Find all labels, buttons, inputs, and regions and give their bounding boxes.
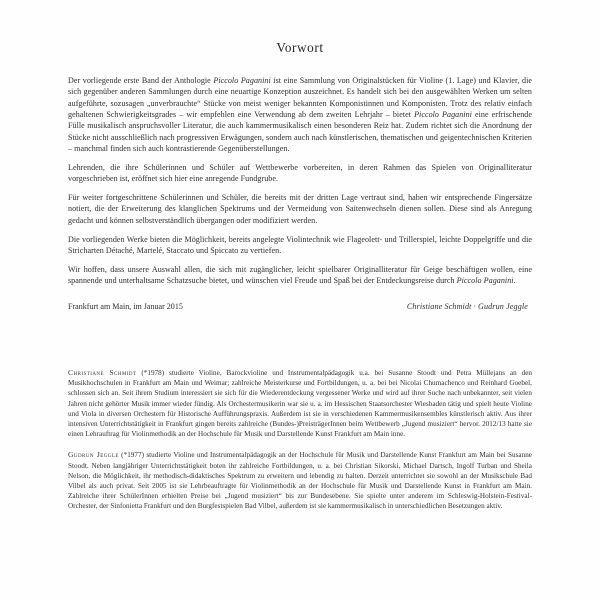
biography-entry — [68, 450, 532, 511]
paragraph — [68, 234, 532, 257]
preface-section — [68, 0, 532, 313]
signature-block — [68, 301, 532, 312]
signature-authors: Christiane Schmidt · Gudrun Jeggle — [406, 302, 528, 312]
text-run: eine erfrischende Fülle musikalisch anspruchsvoller Literatur, die auch kammermusikalisch einen besonderen Reiz hat. Zudem richtet sich die Anordnung der Stücke nicht ausschließlich nach progressiven Erwägungen, sondern auch nach künstlerischen, thematischen und geigentechnischen Kriterien – manchmal finden sich auch kontrastierende Gegenüberstellungen. — [68, 109, 532, 153]
preface-body — [68, 75, 532, 287]
biography-entry — [68, 368, 532, 439]
biography-name: Christiane Schmidt — [68, 368, 137, 377]
biography-name: Gudrun Jeggle — [68, 450, 119, 460]
text-run: Lehrenden, die ihre Schülerinnen und Schüler auf Wettbewerbe vorbereiten, in deren Rahmen das Spielen von Originalliteratur vorgeschrieben ist, eröffnet sich hier eine anregende Fundgrube. — [68, 162, 532, 184]
paragraph — [68, 264, 532, 287]
text-run: Für weiter fortgeschrittene Schülerinnen und Schüler, die bereits mit der dritten Lage vertraut sind, haben wir entsprechende Fingersätze notiert, die der Erweiterung des klanglichen Spektrums und der Vermeidung von Saitenwechseln dienen sollen. Diese sind als Anregung gedacht und können selbstverständlich übergangen oder modifiziert werden. — [68, 193, 532, 225]
page-title: Vorwort — [276, 40, 324, 55]
signature-place-date: Frankfurt am Main, im Januar 2015 — [68, 302, 183, 312]
text-run: . — [513, 276, 516, 286]
work-title: Piccolo Paganini — [213, 75, 271, 85]
text-run: ist eine Sammlung von Originalstücken für Violine (1. Lage) und Klavier, die sich gegenüber anderen Sammlungen durch eine neuartige Konzeption auszeichnet. Es handelt sich bei den ausgewählten Werken um selten aufgeführte, sozusagen „unverbrauchte“ Stücke von meist weniger bekannten Komponistinnen und Komponisten. Trotz des relativ einfach gehaltenen Schwierigkeitsgrades – wir empfehlen eine Verwendung ab dem zweiten Lehrjahr – bietet — [68, 75, 533, 119]
paragraph — [68, 192, 532, 226]
biography-text: (*1978) studierte Violine, Barockvioline und Instrumentalpädagogik u.a. bei Susanne Stoodt und Petra Müllejans an den Musikhochschulen in Frankfurt am Main und Weimar; zahlreiche Meisterkurse und Fortbildungen, u. a. bei bei Nicolai Chumachenco und Reinhard Goebel, schlossen sich an. Seit ihrem Studium interessiert sie sich für die Wiederentdeckung vergessener Werke und wird auf ihrer Suche nach unbekannter, seit vielen Jahren nicht gehörter Musik immer wieder fündig. Als Orchestermusikerin war sie u. a. im Hessischen Staatsorchester Wiesbaden tätig und spielt heute Violine und Viola in diversen Orchestern für Historische Aufführungspraxis. Außerdem ist sie in verschiedenen Kammermusikensembles künstlerisch aktiv. Aus ihrer intensiven Unterrichtstätigkeit in Frankfurt gingen bereits zahlreiche (Bundes-)PreisträgerInnen beim Wettbewerb „Jugend musiziert“ hervor. 2012/13 hatte sie einen Lehrauftrag für Violinmethodik an der Hochschule für Musik und Darstellende Kunst Frankfurt am Main inne. — [68, 369, 532, 439]
biographies-section — [68, 368, 532, 512]
text-run: Die vorliegenden Werke bieten die Möglichkeit, bereits angelegte Violintechnik wie Flageolett- und Trillerspiel, leichte Doppelgriffe und die Stricharten Détaché, Martelé, Staccato und Spiccato zu vertiefen. — [68, 234, 532, 256]
work-title: Piccolo Paganini — [456, 276, 514, 286]
biography-text: (*1977) studierte Violine und Instrumentalpädagogik an der Hochschule für Musik und Darstellende Kunst Frankfurt am Main bei Susanne Stoodt. Neben langjähriger Unterrichtstätigkeit boten ihr zahlreiche Fortbildungen, u. a. bei Christian Sikorski, Michael Dartsch, Ingolf Turban und Sheila Nelson, die Möglichkeit, ihr methodisch-didaktisches Spektrum zu erweitern und lebendig zu halten. Derzeit unterrichtet sie sowohl an der Musikschule Bad Vilbel als auch privat. Seit 2005 ist sie Lehrbeauftragte für Violinmethodik an der Hochschule für Musik und Darstellende Kunst in Frankfurt am Main. Zahlreiche ihrer SchülerInnen erhielten Preise bei „Jugend musiziert“ bis zur Bundesebene. Sie spielte unter anderem im Schleswig-Holstein-Festival-Orchester, der Sinfonietta Frankfurt und den Burgfestspielen Bad Vilbel, außerdem ist sie kammermusikalisch in unterschiedlichen Besetzungen aktiv. — [68, 451, 532, 511]
text-run: Der vorliegende erste Band der Anthologie — [68, 75, 214, 85]
paragraph — [68, 75, 532, 154]
work-title: Piccolo Paganini — [414, 109, 472, 119]
text-run: Wir hoffen, dass unsere Auswahl allen, die sich mit zugänglicher, leicht spielbarer Originalliteratur für Geige beschäftigen wollen, eine spannende und unterhaltsame Schatzsuche bietet, und wünschen viel Freude und Spaß bei der Entdeckungsreise durch — [68, 265, 532, 286]
paragraph — [68, 162, 532, 185]
